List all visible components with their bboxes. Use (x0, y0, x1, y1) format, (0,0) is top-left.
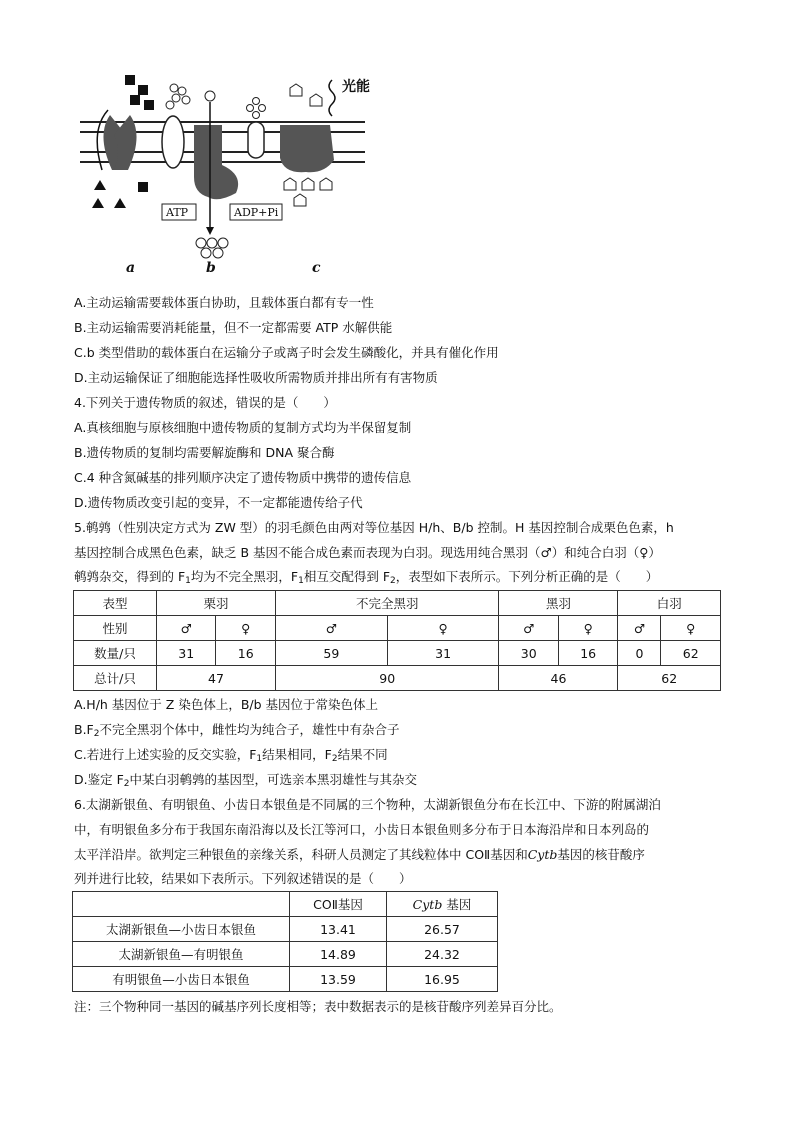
q5-stem-line1: 5.鹌鹑（性别决定方式为 ZW 型）的羽毛颜色由两对等位基因 H/h、B/b 控制。H 基因控制合成栗色色素，h (74, 520, 674, 535)
table-cell: 16 (558, 641, 617, 666)
q6-table-note: 注：三个物种同一基因的碱基序列长度相等；表中数据表示的是核苷酸序列差异百分比。 (74, 999, 562, 1014)
table-cell: 0 (618, 641, 661, 666)
q3-option-d: D.主动运输保证了细胞能选择性吸收所需物质并排出所有有害物质 (74, 370, 438, 385)
q6-stem-line3: 太平洋沿岸。欲判定三种银鱼的亲缘关系，科研人员测定了其线粒体中 COⅡ基因和Cytb基因的核苷酸序 (74, 847, 645, 862)
q6-stem-line1: 6.太湖新银鱼、有明银鱼、小齿日本银鱼是不同属的三个物种，太湖新银鱼分布在长江中、下游的附属湖泊 (74, 797, 661, 812)
table-row (73, 917, 498, 942)
table-row (74, 616, 721, 641)
table-cell: 31 (387, 641, 499, 666)
q5-stem-line2: 基因控制合成黑色色素，缺乏 B 基因不能合成色素而表现为白羽。现选用纯合黑羽（♂）和纯合白羽（♀） (74, 545, 661, 560)
q5-option-b: $B.F_2$不完全黑羽个体中，雌性均为纯合子，雄性中有杂合子 (74, 722, 400, 739)
table-row (74, 641, 721, 666)
table-header-cell: COⅡ基因 (290, 892, 387, 917)
table-cell: 13.59 (290, 967, 387, 992)
table-cell: 62 (618, 666, 721, 691)
table-cell: 31 (157, 641, 216, 666)
table-row (73, 892, 498, 917)
q5-option-d: D.鉴定 $F_2$中某白羽鹌鹑的基因型，可选亲本黑羽雄性与其杂交 (74, 772, 418, 789)
table-cell: 46 (499, 666, 618, 691)
table-row (73, 942, 498, 967)
table-cell: 16.95 (387, 967, 498, 992)
table-cell: 59 (275, 641, 387, 666)
table-cell: ♀ (558, 616, 617, 641)
phenotype-table (73, 590, 721, 691)
membrane-transport-figure (70, 70, 370, 280)
table-cell: ♂ (275, 616, 387, 641)
q4-option-a: A.真核细胞与原核细胞中遗传物质的复制方式均为半保留复制 (74, 420, 412, 435)
sequence-difference-table (72, 891, 498, 992)
table-cell: 24.32 (387, 942, 498, 967)
table-cell: ♀ (387, 616, 499, 641)
table-cell: ♀ (216, 616, 275, 641)
table-header-cell: 栗羽 (157, 591, 276, 616)
q6-stem-line4: 列并进行比较，结果如下表所示。下列叙述错误的是（ ） (74, 871, 412, 886)
table-cell: 90 (275, 666, 499, 691)
table-cell: 数量/只 (74, 641, 157, 666)
table-cell: 30 (499, 641, 558, 666)
panel-c-label: c (312, 260, 321, 276)
q3-option-b: B.主动运输需要消耗能量，但不一定都需要 ATP 水解供能 (74, 320, 393, 335)
table-cell: ♂ (618, 616, 661, 641)
table-row (73, 967, 498, 992)
table-header-cell: 白羽 (618, 591, 721, 616)
light-energy-label: 光能 (342, 79, 370, 95)
table-cell: 26.57 (387, 917, 498, 942)
panel-a-label: a (126, 260, 136, 276)
membrane-diagram (70, 70, 370, 280)
table-header-cell (73, 892, 290, 917)
atp-box-label: ATP (166, 206, 189, 219)
table-cell: 16 (216, 641, 275, 666)
table-row (74, 666, 721, 691)
table-cell: 有明银鱼—小齿日本银鱼 (73, 967, 290, 992)
q3-option-a: A.主动运输需要载体蛋白协助，且载体蛋白都有专一性 (74, 295, 374, 310)
table-cell: 太湖新银鱼—小齿日本银鱼 (73, 917, 290, 942)
adp-box-label: ADP+Pi (234, 206, 279, 219)
table-row (74, 591, 721, 616)
table-header-cell: 不完全黑羽 (275, 591, 499, 616)
table-cell: 性别 (74, 616, 157, 641)
q4-stem: 4.下列关于遗传物质的叙述，错误的是（ ） (74, 395, 336, 410)
q4-option-b: B.遗传物质的复制均需要解旋酶和 DNA 聚合酶 (74, 445, 335, 460)
table-header-cell: 黑羽 (499, 591, 618, 616)
table-cell: 14.89 (290, 942, 387, 967)
q3-option-c: C.b 类型借助的载体蛋白在运输分子或离子时会发生磷酸化，并具有催化作用 (74, 345, 499, 360)
q4-option-d: D.遗传物质改变引起的变异，不一定都能遗传给子代 (74, 495, 363, 510)
table-cell: 62 (661, 641, 721, 666)
q4-option-c: C.4 种含氮碱基的排列顺序决定了遗传物质中携带的遗传信息 (74, 470, 412, 485)
table-cell: 太湖新银鱼—有明银鱼 (73, 942, 290, 967)
table-cell: 13.41 (290, 917, 387, 942)
table-header-cell: Cytb 基因 (387, 892, 498, 917)
table-cell: ♀ (661, 616, 721, 641)
table-cell: ♂ (499, 616, 558, 641)
q6-stem-line2: 中，有明银鱼多分布于我国东南沿海以及长江等河口，小齿日本银鱼则多分布于日本海沿岸和日本列岛的 (74, 822, 650, 837)
q5-stem-line3: 鹌鹑杂交，得到的 $F_1$均为不完全黑羽，$F_1$相互交配得到 $F_2$，表型如下表所示。下列分析正确的是（ ） (74, 569, 659, 586)
q5-option-a: A.H/h 基因位于 Z 染色体上，B/b 基因位于常染色体上 (74, 697, 379, 712)
table-cell: 47 (157, 666, 276, 691)
q5-option-c: C.若进行上述实验的反交实验，$F_1$结果相同，$F_2$结果不同 (74, 747, 388, 764)
table-header-cell: 表型 (74, 591, 157, 616)
panel-b-label: b (206, 260, 216, 276)
table-cell: 总计/只 (74, 666, 157, 691)
table-cell: ♂ (157, 616, 216, 641)
